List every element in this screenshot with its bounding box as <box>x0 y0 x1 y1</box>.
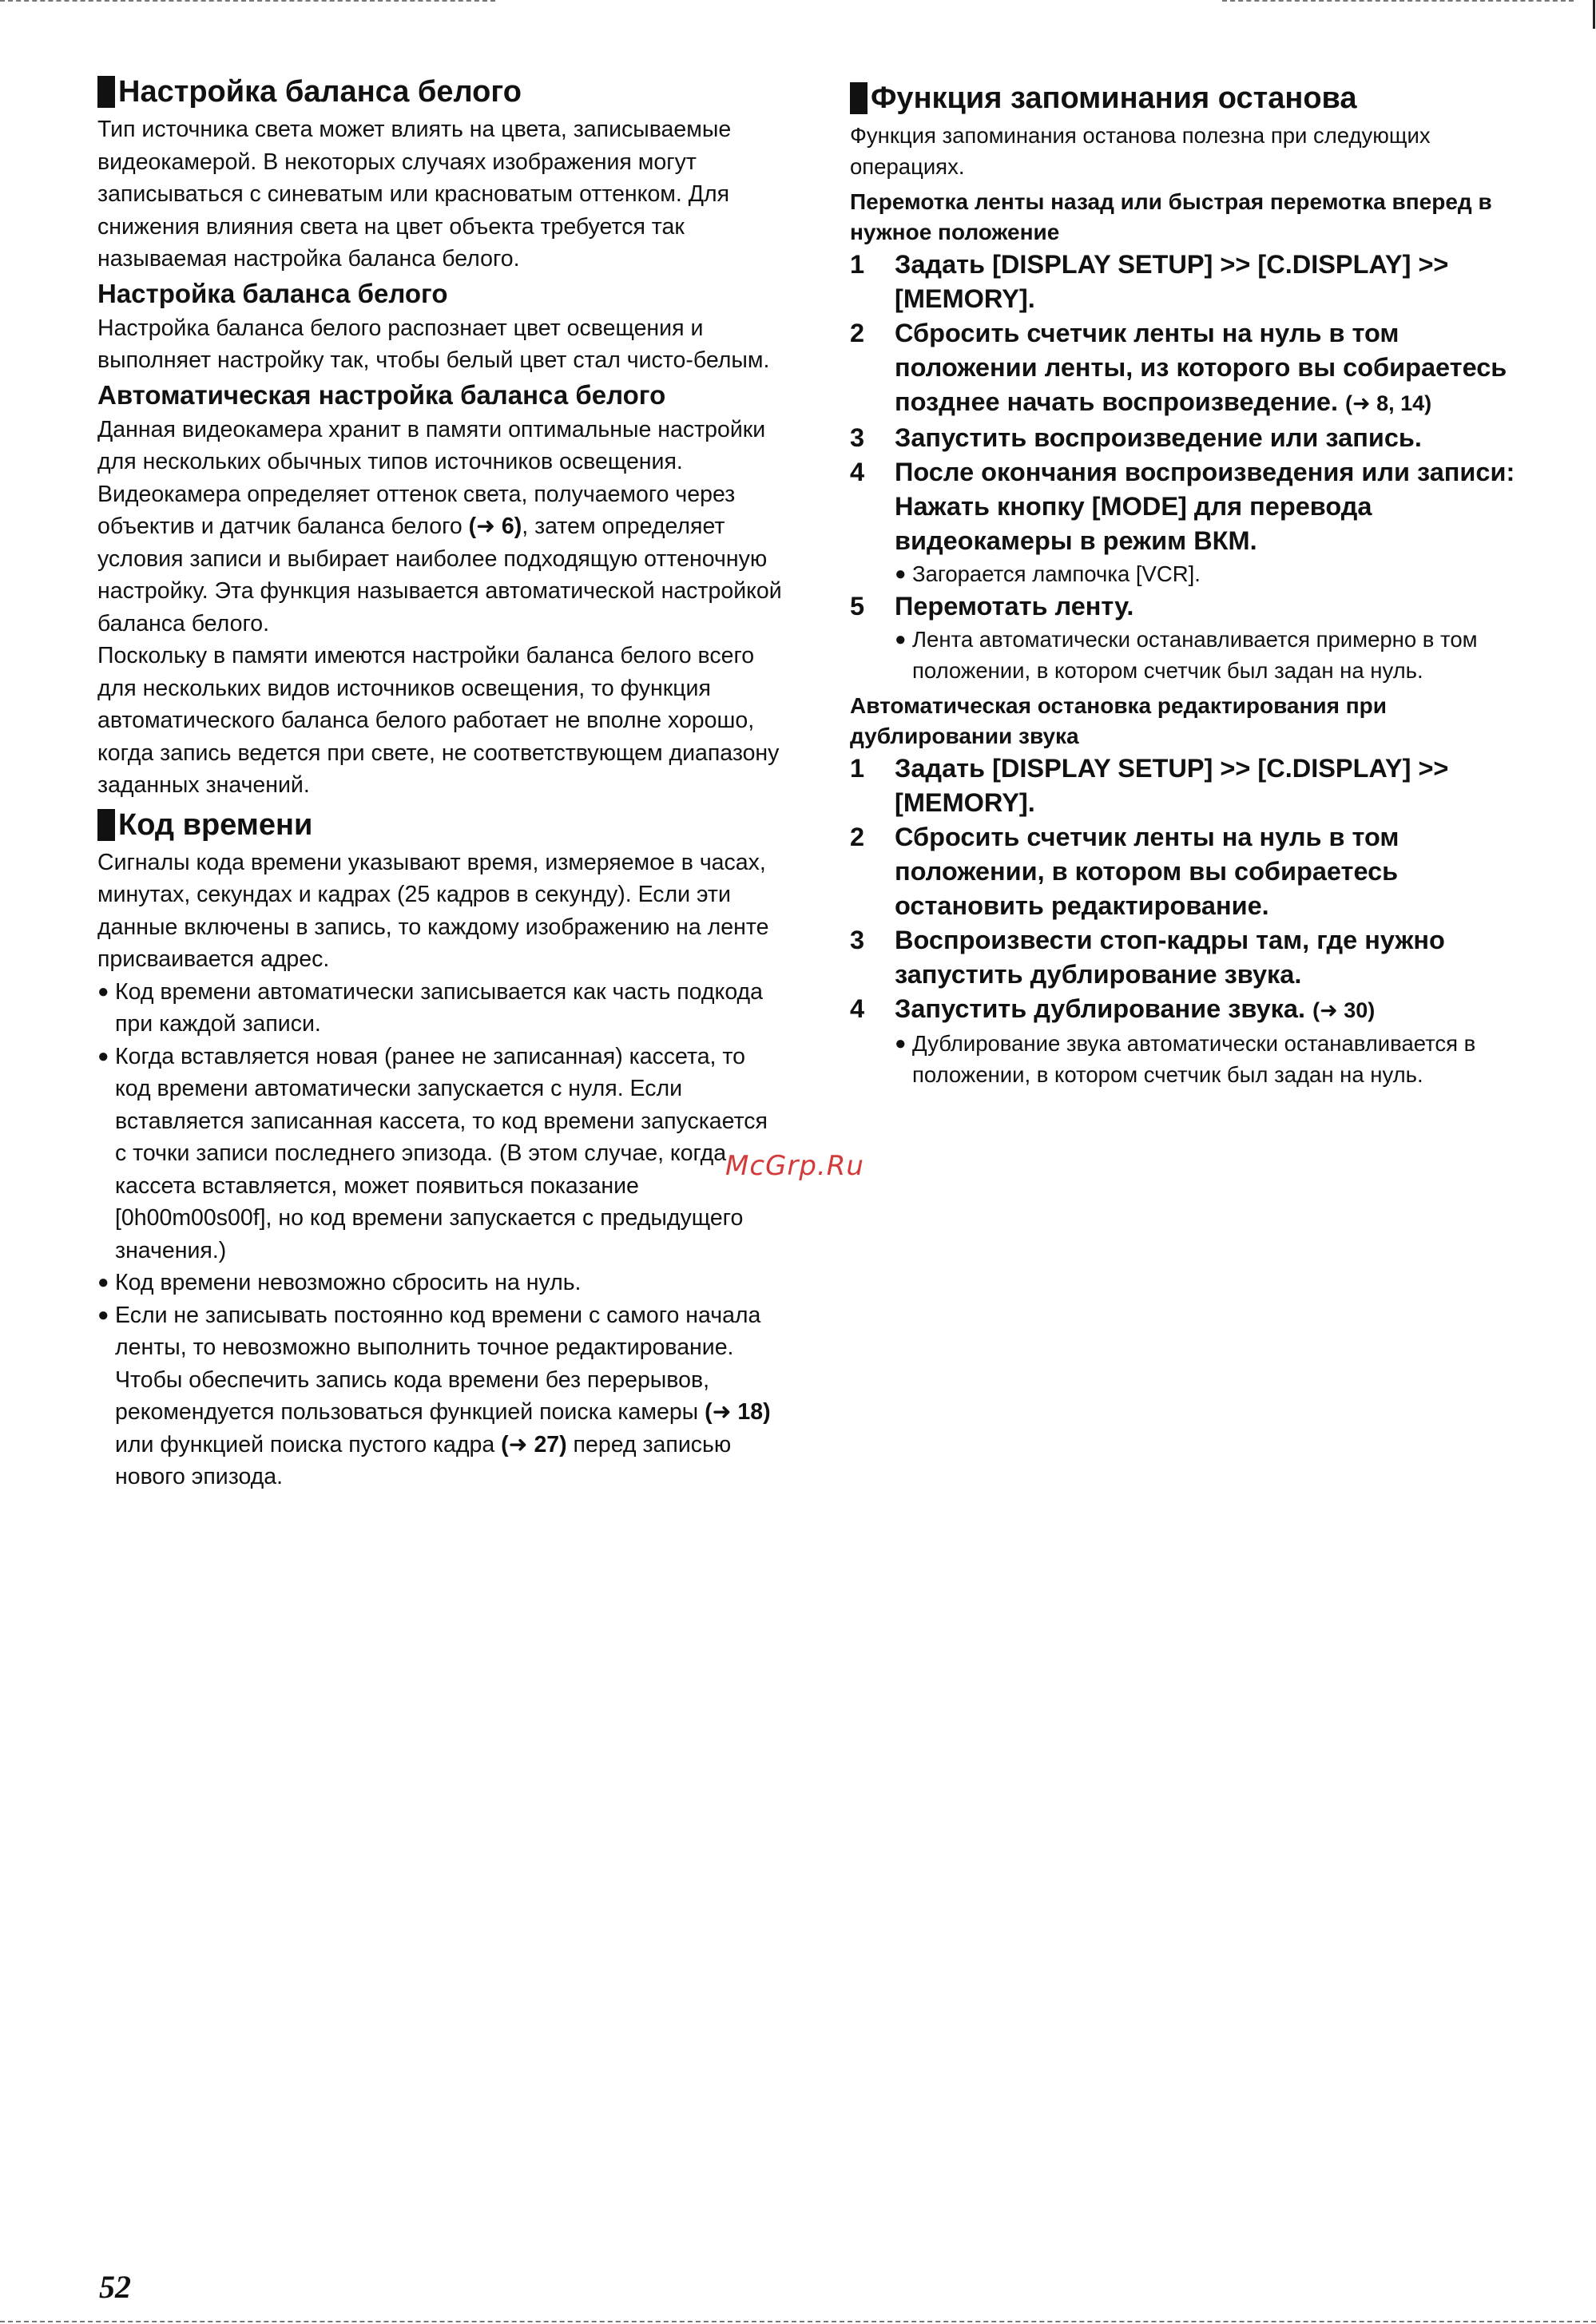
step-text: Перемотать ленту. <box>895 592 1134 621</box>
step-text: Воспроизвести стоп-кадры там, где нужно запустить дублирование звука. <box>895 926 1445 989</box>
list-item <box>97 976 783 1041</box>
step-item <box>850 589 1537 624</box>
section-marker-icon <box>850 82 867 114</box>
step-item <box>850 820 1537 923</box>
step-text <box>895 992 1537 1028</box>
step-text-main: Запустить дублирование звука. <box>895 994 1306 1023</box>
section-marker-icon <box>97 809 115 841</box>
bottom-dashed-rule <box>0 2321 1596 2322</box>
wb-sub1-text: Настройка баланса белого распознает цвет освещения и выполняет настройку так, чтобы белый цвет стал чисто-белым. <box>97 315 770 373</box>
wb-sub2-text-a: Данная видеокамера хранит в памяти оптимальные настройки для нескольких обычных типов источников освещения. Видеокамера определяет оттенок света, получаемого через объектив и датчик баланса белого <box>97 416 766 539</box>
step-number: 3 <box>850 423 865 452</box>
step-item <box>850 923 1537 992</box>
timecode-heading <box>97 807 783 843</box>
step-text <box>895 455 1537 558</box>
memory-stop-intro: Функция запоминания останова полезна при следующих операциях. <box>850 123 1431 179</box>
step-number: 4 <box>850 458 865 486</box>
step-text: Сбросить счетчик ленты на нуль в том положении, в котором вы собираетесь остановить редактирование. <box>895 823 1399 920</box>
timecode-intro: Сигналы кода времени указывают время, измеряемое в часах, минутах, секундах и кадрах (25 кадров в секунду). Если эти данные включены в запись, то каждому изображению на ленте присваивается адрес. <box>97 849 769 972</box>
step-number: 5 <box>850 592 865 621</box>
page-number: 52 <box>99 2269 131 2305</box>
step-item <box>850 421 1537 455</box>
step-item <box>850 752 1537 820</box>
right-edge-line <box>1593 0 1595 29</box>
bullet-icon: ● <box>97 1045 109 1067</box>
memory-subheading-1: Перемотка ленты назад или быстрая перемотка вперед в нужное положение <box>850 189 1492 244</box>
bullet-icon: ● <box>895 563 907 585</box>
white-balance-title: Настройка баланса белого <box>118 75 522 109</box>
camera-search-ref: (➜ 18) <box>705 1399 771 1425</box>
tc-b4-text-b: или функцией поиска пустого кадра <box>115 1431 502 1457</box>
list-item <box>895 558 1537 589</box>
bullet-icon: ● <box>895 629 907 650</box>
step-number: 3 <box>850 926 865 954</box>
dubbing-note: Дублирование звука автоматически останавливается в положении, в котором счетчик был задан на нуль. <box>912 1031 1476 1087</box>
tc-b4-text-c: перед записью нового эпизода. <box>115 1431 732 1489</box>
wb-sub2-text2: Поскольку в памяти имеются настройки баланса белого всего для нескольких видов источников освещения, то функция автоматического баланса белого работает не вполне хорошо, когда запись ведется при свете, не соответствующем диапазону заданных значений. <box>97 643 780 798</box>
white-balance-heading <box>97 73 783 110</box>
step-text: Запустить воспроизведение или запись. <box>895 423 1422 452</box>
timecode-bullet-3: Код времени невозможно сбросить на нуль. <box>115 1270 582 1295</box>
step-number: 2 <box>850 319 865 347</box>
bullet-icon: ● <box>895 1033 907 1054</box>
step-item <box>850 316 1537 421</box>
watermark: McGrp.Ru <box>725 1150 864 1182</box>
bullet-icon: ● <box>97 1271 109 1293</box>
memory-stop-title: Функция запоминания останова <box>871 81 1357 115</box>
step-text: Задать [DISPLAY SETUP] >> [C.DISPLAY] >> [MEMORY]. <box>895 754 1449 817</box>
white-balance-intro: Тип источника света может влиять на цвета, записываемые видеокамерой. В некоторых случаях изображения могут записываться с синеватым или красноватым оттенком. Для снижения влияния света на цвет объекта требуется так называемая настройка баланса белого. <box>97 117 732 272</box>
wb-sub2-text-b: , затем определяет условия записи и выбирает наиболее подходящую оттеночную настройку. Эта функция называется автоматической настройкой баланса белого. <box>97 514 782 637</box>
section-marker-icon <box>97 76 115 108</box>
step-number: 1 <box>850 754 865 783</box>
wb-sub2-text <box>97 414 783 640</box>
step-item <box>850 248 1537 316</box>
right-column <box>850 80 1537 1090</box>
timecode-bullet-1: Код времени автоматически записывается как часть подкода при каждой записи. <box>115 978 764 1037</box>
wb-subheading-1: Настройка баланса белого <box>97 278 448 308</box>
step-page-ref: (➜ 8, 14) <box>1345 391 1432 415</box>
step4-note: Загорается лампочка [VCR]. <box>912 561 1201 586</box>
blank-search-ref: (➜ 27) <box>501 1431 567 1457</box>
step-page-ref: (➜ 30) <box>1312 998 1376 1022</box>
step-item <box>850 992 1537 1028</box>
list-item <box>97 1299 783 1493</box>
tc-b4-text-a: Если не записывать постоянно код времени с самого начала ленты, то невозможно выполнить точное редактирование. Чтобы обеспечить запись кода времени без перерывов, рекомендуется пользоваться функцией поиска камеры <box>115 1302 761 1425</box>
step-text-secondary: Нажать кнопку [MODE] для перевода видеокамеры в режим ВКМ. <box>895 492 1372 555</box>
step-text-main: После окончания воспроизведения или записи: <box>895 458 1515 486</box>
step-text <box>895 316 1537 421</box>
timecode-bullet-4 <box>115 1299 783 1493</box>
step-text-main: Сбросить счетчик ленты на нуль в том положении ленты, из которого вы собираетесь позднее начать воспроизведение. <box>895 319 1507 416</box>
list-item <box>895 624 1537 686</box>
memory-stop-heading <box>850 80 1537 117</box>
step-number: 1 <box>850 250 865 279</box>
list-item <box>97 1267 783 1299</box>
left-column <box>97 73 783 1493</box>
bullet-icon: ● <box>97 980 109 1002</box>
list-item <box>97 1041 783 1267</box>
timecode-bullet-2: Когда вставляется новая (ранее не записанная) кассета, то код времени автоматически запускается с нуля. Если вставляется записанная кассета, то код времени запускается с точки записи последнего эпизода. (В этом случае, когда кассета вставляется, может появиться показание [0h00m00s00f], но код времени запускается с предыдущего значения.) <box>115 1043 768 1263</box>
wb-page-ref: (➜ 6) <box>468 514 522 539</box>
step-item <box>850 455 1537 558</box>
memory-subheading-2: Автоматическая остановка редактирования при дублировании звука <box>850 693 1387 748</box>
step-number: 2 <box>850 823 865 851</box>
timecode-title: Код времени <box>118 807 313 842</box>
top-dashed-rule <box>0 0 495 2</box>
step-text: Задать [DISPLAY SETUP] >> [C.DISPLAY] >> [MEMORY]. <box>895 250 1449 313</box>
list-item <box>895 1028 1537 1090</box>
bullet-icon: ● <box>97 1303 109 1326</box>
step5-note: Лента автоматически останавливается примерно в том положении, в котором счетчик был задан на нуль. <box>912 627 1478 683</box>
top-dashed-rule-right <box>1222 0 1574 2</box>
wb-subheading-2: Автоматическая настройка баланса белого <box>97 379 666 410</box>
step-number: 4 <box>850 994 865 1023</box>
